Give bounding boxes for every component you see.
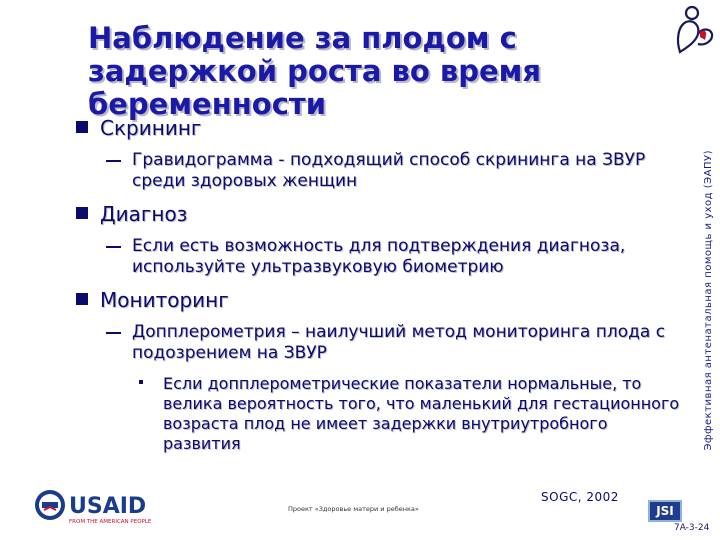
bullet-diagnosis — [74, 202, 684, 226]
usaid-seal-icon — [34, 483, 154, 529]
dash-bullet-icon — [106, 332, 121, 334]
bullet-monitoring — [74, 288, 684, 312]
dash-bullet-icon — [106, 246, 121, 248]
dash-bullet-icon — [106, 160, 121, 162]
square-bullet-icon — [76, 293, 88, 305]
project-name: Проект «Здоровье матери и ребенка» — [288, 505, 419, 513]
bullet-screening — [74, 116, 684, 140]
sub-bullet — [74, 150, 684, 192]
sub-bullet — [74, 322, 684, 364]
square-bullet-icon — [76, 207, 88, 219]
usaid-wordmark: USAID — [69, 494, 147, 519]
dot-bullet-icon — [139, 380, 143, 384]
bullet-heading: Диагноз — [100, 202, 188, 226]
slide-content — [74, 116, 684, 454]
usaid-logo — [34, 483, 154, 529]
square-bullet-icon — [76, 121, 88, 133]
sub-sub-bullet — [74, 374, 684, 454]
sub-bullet-text: Допплерометрия – наилучший метод мониторинга плода с подозрением на ЗВУР — [132, 322, 666, 363]
sub-sub-bullet-text: Если допплерометрические показатели нормальные, то велика вероятность того, что маленький для гестационного возраста плод не имеет задержки внутриутробного развития — [163, 374, 680, 453]
jsi-logo: JSI — [648, 500, 682, 522]
mother-child-logo-icon — [672, 4, 716, 56]
sub-bullet-text: Если есть возможность для подтверждения диагноза, используйте ультразвуковую биометрию — [132, 236, 626, 277]
slide-title: Наблюдение за плодом с задержкой роста во время беременности — [88, 21, 541, 121]
usaid-tagline: FROM THE AMERICAN PEOPLE — [69, 519, 152, 525]
sub-bullet — [74, 236, 684, 278]
bullet-heading: Скрининг — [100, 116, 202, 140]
sub-bullet-text: Гравидограмма - подходящий способ скрининга на ЗВУР среди здоровых женщин — [132, 150, 646, 191]
bullet-heading: Мониторинг — [100, 288, 229, 312]
slide-number: 7A-3-24 — [674, 523, 710, 533]
source-citation: SOGC, 2002 — [541, 490, 619, 504]
side-caption: Эффективная антенатальная помощь и уход (ЭАПУ) — [703, 150, 714, 451]
